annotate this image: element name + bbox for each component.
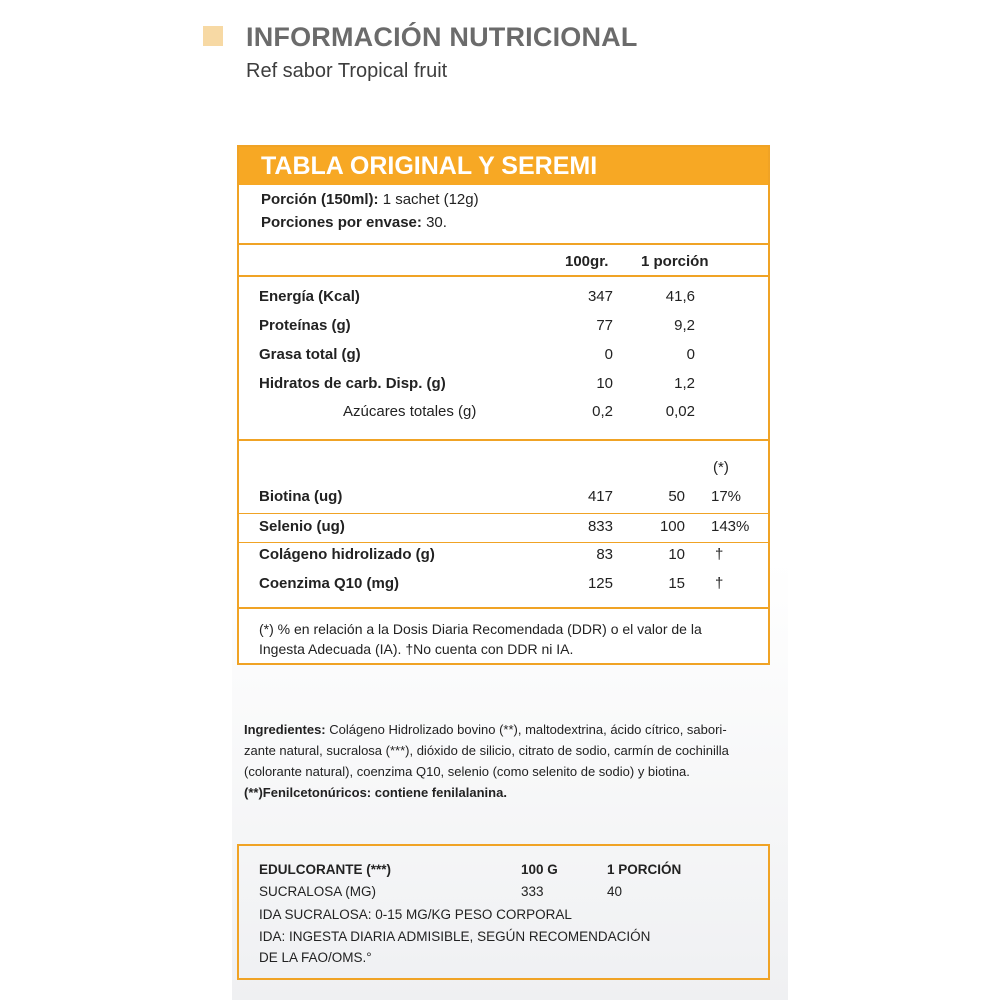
footnote-line: Ingesta Adecuada (IA). †No cuenta con DDR ni IA. — [259, 641, 574, 657]
divider — [239, 513, 768, 514]
divider — [239, 439, 768, 441]
ingredients-line — [244, 722, 727, 737]
row-value-portion: 0,02 — [665, 403, 695, 420]
divider — [239, 607, 768, 609]
servings-row — [261, 214, 447, 231]
sweetener-table — [237, 844, 770, 980]
footnote-line: (*) % en relación a la Dosis Diaria Recomendada (DDR) o el valor de la — [259, 621, 702, 637]
sweetener-header: EDULCORANTE (***) — [259, 862, 392, 877]
row-value-100g: 77 — [596, 317, 613, 334]
row-name: Selenio (ug) — [259, 518, 345, 535]
page-title: INFORMACIÓN NUTRICIONAL — [246, 22, 638, 52]
sweetener-value-100g: 333 — [521, 884, 544, 899]
row-name: Coenzima Q10 (mg) — [259, 575, 400, 592]
row-value-portion: 41,6 — [665, 288, 695, 305]
divider — [239, 275, 768, 277]
percent-column-header: (*) — [713, 459, 729, 476]
portion-label: Porción (150ml): — [261, 191, 379, 208]
portion-row — [261, 191, 479, 208]
row-value-portion: 10 — [668, 546, 685, 563]
row-value-portion: 9,2 — [674, 317, 695, 334]
row-name: Energía (Kcal) — [259, 288, 360, 305]
servings-label: Porciones por envase: — [261, 214, 422, 231]
row-name: Hidratos de carb. Disp. (g) — [259, 375, 446, 392]
sweetener-column-100g: 100 G — [521, 862, 558, 877]
row-value-100g: 0 — [604, 346, 613, 363]
portion-value: 1 sachet (12g) — [378, 191, 479, 208]
row-value-100g: 833 — [587, 518, 613, 535]
nutrition-table — [237, 145, 770, 665]
row-value-portion: 15 — [668, 575, 685, 592]
nutrition-table-title: TABLA ORIGINAL Y SEREMI — [239, 147, 768, 185]
servings-value: 30. — [421, 214, 447, 231]
page-subtitle: Ref sabor Tropical fruit — [246, 60, 448, 82]
row-name: Proteínas (g) — [259, 317, 351, 334]
row-value-100g: 347 — [587, 288, 613, 305]
sweetener-name: SUCRALOSA (MG) — [259, 884, 377, 899]
ingredients-line: zante natural, sucralosa (***), dióxido de silicio, citrato de sodio, carmín de cochinilla — [244, 743, 729, 758]
sweetener-column-portion: 1 PORCIÓN — [607, 862, 682, 877]
row-value-portion: 50 — [668, 488, 685, 505]
row-value-portion: 1,2 — [674, 375, 695, 392]
row-value-percent: † — [715, 546, 724, 563]
row-value-100g: 10 — [596, 375, 613, 392]
sweetener-note: IDA SUCRALOSA: 0-15 MG/KG PESO CORPORAL — [259, 907, 572, 922]
row-value-percent: † — [715, 575, 724, 592]
sweetener-note: IDA: INGESTA DIARIA ADMISIBLE, SEGÚN RECOMENDACIÓN — [259, 929, 651, 944]
row-value-portion: 100 — [659, 518, 685, 535]
ingredients-line: (colorante natural), coenzima Q10, selenio (como selenito de sodio) y biotina. — [244, 764, 690, 779]
divider — [239, 542, 768, 543]
ingredients-text: Colágeno Hidrolizado bovino (**), maltodextrina, ácido cítrico, sabori- — [325, 722, 727, 737]
sweetener-note: DE LA FAO/OMS.° — [259, 950, 372, 965]
phenylketonuric-warning: (**)Fenilcetonúricos: contiene fenilalanina. — [244, 785, 507, 800]
row-value-100g: 0,2 — [592, 403, 613, 420]
row-value-100g: 417 — [587, 488, 613, 505]
column-header-portion: 1 porción — [641, 253, 709, 270]
column-header-100g: 100gr. — [565, 253, 609, 270]
row-name: Biotina (ug) — [259, 488, 343, 505]
row-value-portion: 0 — [686, 346, 695, 363]
row-value-percent: 17% — [711, 488, 742, 505]
sweetener-value-portion: 40 — [607, 884, 623, 899]
row-value-100g: 83 — [596, 546, 613, 563]
header-square-icon — [203, 26, 223, 46]
row-name: Azúcares totales (g) — [343, 403, 477, 420]
divider — [239, 243, 768, 245]
row-value-percent: 143% — [711, 518, 750, 535]
row-name: Colágeno hidrolizado (g) — [259, 546, 435, 563]
row-value-100g: 125 — [587, 575, 613, 592]
row-name: Grasa total (g) — [259, 346, 361, 363]
ingredients-label: Ingredientes: — [244, 722, 326, 737]
